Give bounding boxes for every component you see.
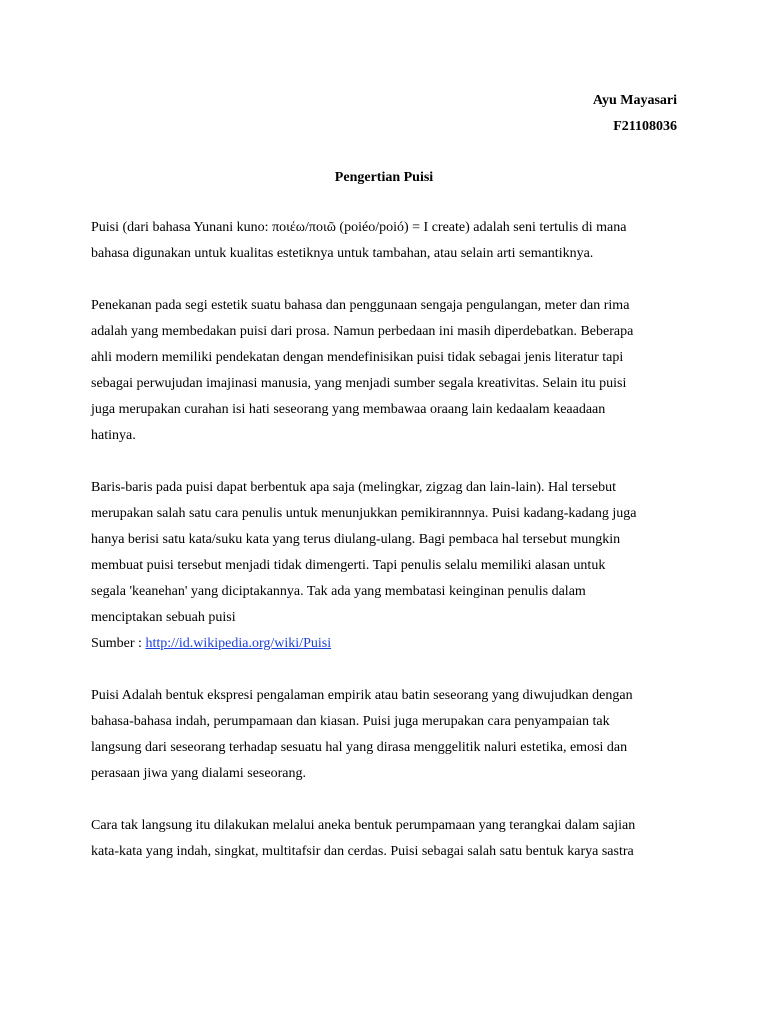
paragraph-4 — [91, 683, 683, 787]
paragraph-2 — [91, 293, 683, 449]
student-id: F21108036 — [613, 119, 677, 134]
paragraph-line: Baris-baris pada puisi dapat berbentuk apa saja (melingkar, zigzag dan lain-lain). Hal tersebut — [91, 480, 617, 495]
paragraph-1 — [91, 215, 683, 267]
document-title: Pengertian Puisi — [334, 170, 434, 185]
document-body — [91, 215, 683, 865]
paragraph-line: merupakan salah satu cara penulis untuk menunjukkan pemikirannnya. Puisi kadang-kadang juga — [91, 506, 637, 521]
paragraph-line: bahasa digunakan untuk kualitas estetiknya untuk tambahan, atau selain arti semantiknya. — [91, 246, 594, 261]
paragraph-line: hatinya. — [91, 428, 136, 443]
source-line — [91, 631, 683, 657]
paragraph-line: kata-kata yang indah, singkat, multitafsir dan cerdas. Puisi sebagai salah satu bentuk karya sastra — [91, 844, 634, 859]
paragraph-line: Cara tak langsung itu dilakukan melalui aneka bentuk perumpamaan yang terangkai dalam sajian — [91, 818, 636, 833]
paragraph-line: perasaan jiwa yang dialami seseorang. — [91, 766, 306, 781]
paragraph-line: langsung dari seseorang terhadap sesuatu hal yang dirasa menggelitik naluri estetika, emosi dan — [91, 740, 628, 755]
paragraph-line: hanya berisi satu kata/suku kata yang terus diulang-ulang. Bagi pembaca hal tersebut mungkin — [91, 532, 621, 547]
paragraph-line: sebagai perwujudan imajinasi manusia, yang menjadi sumber segala kreativitas. Selain itu puisi — [91, 376, 627, 391]
source-link[interactable]: http://id.wikipedia.org/wiki/Puisi — [145, 636, 332, 651]
paragraph-line: adalah yang membedakan puisi dari prosa. Namun perbedaan ini masih diperdebatkan. Beberapa — [91, 324, 634, 339]
paragraph-line: segala 'keanehan' yang diciptakannya. Tak ada yang membatasi keinginan penulis dalam — [91, 584, 586, 599]
author-name: Ayu Mayasari — [592, 93, 677, 108]
paragraph-line: Penekanan pada segi estetik suatu bahasa dan penggunaan sengaja pengulangan, meter dan rima — [91, 298, 630, 313]
paragraph-line: ahli modern memiliki pendekatan dengan mendefinisikan puisi tidak sebagai jenis literatur tapi — [91, 350, 624, 365]
paragraph-line: Puisi Adalah bentuk ekspresi pengalaman empirik atau batin seseorang yang diwujudkan dengan — [91, 688, 633, 703]
paragraph-spacer — [91, 449, 683, 475]
paragraph-spacer — [91, 787, 683, 813]
source-label: Sumber : — [91, 636, 146, 651]
paragraph-spacer — [91, 267, 683, 293]
paragraph-5 — [91, 813, 683, 865]
paragraph-line: juga merupakan curahan isi hati seseorang yang membawaa oraang lain kedaalam keaadaan — [91, 402, 606, 417]
paragraph-line: menciptakan sebuah puisi — [91, 610, 236, 625]
paragraph-line: Puisi (dari bahasa Yunani kuno: ποιέω/ποιῶ (poiéo/poió) = I create) adalah seni tertulis di mana — [91, 220, 627, 235]
author-block — [593, 88, 677, 140]
paragraph-line: membuat puisi tersebut menjadi tidak dimengerti. Tapi penulis selalu memiliki alasan untuk — [91, 558, 606, 573]
paragraph-spacer — [91, 657, 683, 683]
paragraph-3 — [91, 475, 683, 657]
paragraph-line: bahasa-bahasa indah, perumpamaan dan kiasan. Puisi juga merupakan cara penyampaian tak — [91, 714, 610, 729]
